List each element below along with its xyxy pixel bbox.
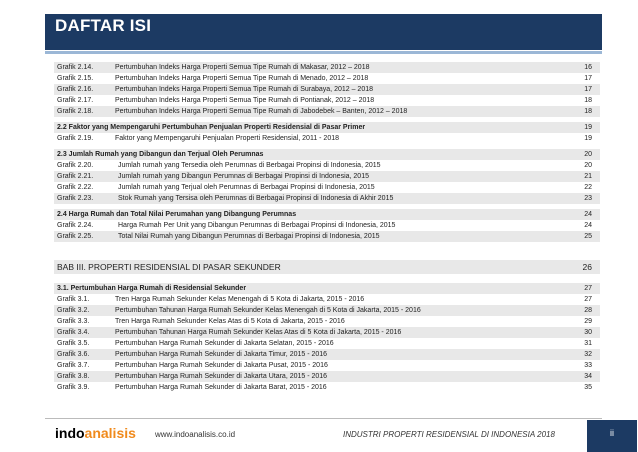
toc-section-title: 2.4 Harga Rumah dan Total Nilai Perumahan yang Dibangung Perumnas — [57, 211, 297, 218]
toc-page: 27 — [584, 296, 592, 303]
toc-page: 22 — [584, 184, 592, 191]
toc-page: 19 — [584, 135, 592, 142]
toc-code: Grafik 3.9. — [57, 384, 90, 391]
toc-title: Pertumbuhan Tahunan Harga Rumah Sekunder Kelas Atas di 5 Kota di Jakarta, 2015 - 2016 — [115, 329, 402, 336]
toc-title: Pertumbuhan Indeks Harga Properti Semua Tipe Rumah di Pontianak, 2012 – 2018 — [115, 97, 375, 104]
toc-row-grafik-3-6[interactable] — [54, 349, 600, 360]
toc-page: 19 — [584, 124, 592, 131]
toc-code: Grafik 3.3. — [57, 318, 90, 325]
toc-title: Pertumbuhan Harga Rumah Sekunder di Jakarta Pusat, 2015 - 2016 — [115, 362, 328, 369]
toc-title: Tren Harga Rumah Sekunder Kelas Atas di 5 Kota di Jakarta, 2015 - 2016 — [115, 318, 345, 325]
toc-title: Pertumbuhan Indeks Harga Properti Semua Tipe Rumah di Jabodebek – Banten, 2012 – 2018 — [115, 108, 408, 115]
toc-page: 17 — [584, 86, 592, 93]
toc-title: Pertumbuhan Harga Rumah Sekunder di Jakarta Barat, 2015 - 2016 — [115, 384, 327, 391]
toc-page: 24 — [584, 222, 592, 229]
toc-code: Grafik 2.22. — [57, 184, 94, 191]
toc-title: Jumlah rumah yang Tersedia oleh Perumnas di Berbagai Propinsi di Indonesia, 2015 — [118, 162, 381, 169]
toc-row-grafik-3-8[interactable] — [54, 371, 600, 382]
toc-row-grafik-3-1[interactable] — [54, 294, 600, 305]
toc-title: Pertumbuhan Indeks Harga Properti Semua Tipe Rumah di Makasar, 2012 – 2018 — [115, 64, 370, 71]
toc-section-title: 3.1. Pertumbuhan Harga Rumah di Residensial Sekunder — [57, 285, 247, 292]
spacer — [54, 242, 600, 260]
toc-code: Grafik 3.1. — [57, 296, 90, 303]
toc-page: 20 — [584, 162, 592, 169]
toc-title: Harga Rumah Per Unit yang Dibangun Perumnas di Berbagai Propinsi di Indonesia, 2015 — [118, 222, 396, 229]
toc-title: Pertumbuhan Indeks Harga Properti Semua Tipe Rumah di Menado, 2012 – 2018 — [115, 75, 369, 82]
toc-page: 29 — [584, 318, 592, 325]
toc-page: 28 — [584, 307, 592, 314]
toc-title: Tren Harga Rumah Sekunder Kelas Menengah di 5 Kota di Jakarta, 2015 - 2016 — [115, 296, 365, 303]
toc-code: Grafik 3.5. — [57, 340, 90, 347]
toc-code: Grafik 3.7. — [57, 362, 90, 369]
toc-title: Pertumbuhan Indeks Harga Properti Semua Tipe Rumah di Surabaya, 2012 – 2018 — [115, 86, 373, 93]
toc-title: Pertumbuhan Tahunan Harga Rumah Sekunder Kelas Menengah di 5 Kota di Jakarta, 2015 - 2016 — [115, 307, 421, 314]
toc-row-grafik-2-23[interactable] — [54, 193, 600, 204]
toc-page: 24 — [584, 211, 592, 218]
toc-row-grafik-2-22[interactable] — [54, 182, 600, 193]
page-title: DAFTAR ISI — [55, 16, 152, 35]
toc-page: 17 — [584, 75, 592, 82]
toc-title: Pertumbuhan Harga Rumah Sekunder di Jakarta Selatan, 2015 - 2016 — [115, 340, 334, 347]
toc-code: Grafik 2.19. — [57, 135, 94, 142]
toc-page: 26 — [582, 262, 592, 272]
toc-row-grafik-3-5[interactable] — [54, 338, 600, 349]
toc-page: 31 — [584, 340, 592, 347]
document-title: INDUSTRI PROPERTI RESIDENSIAL DI INDONESIA 2018 — [343, 430, 555, 439]
toc-code: Grafik 3.2. — [57, 307, 90, 314]
toc-code: Grafik 3.4. — [57, 329, 90, 336]
toc-row-grafik-2-17[interactable] — [54, 95, 600, 106]
website-link[interactable]: www.indoanalisis.co.id — [155, 430, 236, 439]
toc-row-grafik-2-24[interactable] — [54, 220, 600, 231]
toc-code: Grafik 3.6. — [57, 351, 90, 358]
toc-page: 27 — [584, 285, 592, 292]
toc-section-3-1[interactable] — [54, 283, 600, 294]
toc-code: Grafik 2.17. — [57, 97, 94, 104]
toc-page: 23 — [584, 195, 592, 202]
toc-page: 20 — [584, 151, 592, 158]
toc-code: Grafik 2.18. — [57, 108, 94, 115]
toc-page: 35 — [584, 384, 592, 391]
toc-page: 33 — [584, 362, 592, 369]
toc-section-2-4[interactable] — [54, 209, 600, 220]
toc-row-grafik-2-19[interactable] — [54, 133, 600, 144]
toc-chapter-title: BAB III. PROPERTI RESIDENSIAL DI PASAR SEKUNDER — [57, 262, 281, 272]
toc-row-grafik-3-4[interactable] — [54, 327, 600, 338]
toc-title: Pertumbuhan Harga Rumah Sekunder di Jakarta Timur, 2015 - 2016 — [115, 351, 328, 358]
footer-divider — [45, 418, 602, 419]
toc-section-title: 2.3 Jumlah Rumah yang Dibangun dan Terjual Oleh Perumnas — [57, 151, 264, 158]
toc-section-title: 2.2 Faktor yang Mempengaruhi Pertumbuhan Penjualan Properti Residensial di Pasar Primer — [57, 124, 366, 131]
toc-title: Pertumbuhan Harga Rumah Sekunder di Jakarta Utara, 2015 - 2016 — [115, 373, 328, 380]
toc-page: 18 — [584, 97, 592, 104]
toc-code: Grafik 2.16. — [57, 86, 94, 93]
toc-page: 18 — [584, 108, 592, 115]
toc-row-grafik-3-9[interactable] — [54, 382, 600, 393]
page-number: ii — [587, 420, 637, 452]
toc-code: Grafik 2.21. — [57, 173, 94, 180]
toc-page: 30 — [584, 329, 592, 336]
toc-row-grafik-2-25[interactable] — [54, 231, 600, 242]
toc-title: Faktor yang Mempengaruhi Penjualan Properti Residensial, 2011 - 2018 — [115, 135, 340, 142]
toc-title: Jumlah rumah yang Dibangun Perumnas di Berbagai Propinsi di Indonesia, 2015 — [118, 173, 369, 180]
toc-chapter-3[interactable] — [54, 260, 600, 274]
spacer — [54, 274, 600, 283]
toc-code: Grafik 2.24. — [57, 222, 94, 229]
toc-code: Grafik 2.25. — [57, 233, 94, 240]
logo-prefix: indo — [55, 425, 85, 441]
toc-code: Grafik 2.23. — [57, 195, 94, 202]
toc-row-grafik-2-14[interactable] — [54, 62, 600, 73]
toc-code: Grafik 2.15. — [57, 75, 94, 82]
toc-row-grafik-2-20[interactable] — [54, 160, 600, 171]
toc-code: Grafik 2.20. — [57, 162, 94, 169]
toc-row-grafik-2-16[interactable] — [54, 84, 600, 95]
toc-row-grafik-2-18[interactable] — [54, 106, 600, 117]
toc-page: 21 — [584, 173, 592, 180]
toc-page: 32 — [584, 351, 592, 358]
toc-section-2-2[interactable] — [54, 122, 600, 133]
toc-row-grafik-3-7[interactable] — [54, 360, 600, 371]
table-of-contents — [54, 62, 600, 393]
toc-code: Grafik 3.8. — [57, 373, 90, 380]
toc-page: 25 — [584, 233, 592, 240]
toc-title: Jumlah rumah yang Terjual oleh Perumnas di Berbagai Propinsi di Indonesia, 2015 — [118, 184, 375, 191]
toc-title: Stok Rumah yang Tersisa oleh Perumnas di Berbagai Propinsi di Indonesia di Akhir 2015 — [118, 195, 394, 202]
toc-page: 34 — [584, 373, 592, 380]
brand-logo — [55, 425, 136, 441]
logo-suffix: analisis — [84, 425, 136, 441]
toc-row-grafik-3-3[interactable] — [54, 316, 600, 327]
toc-row-grafik-2-21[interactable] — [54, 171, 600, 182]
header-underline — [45, 51, 602, 54]
toc-section-2-3[interactable] — [54, 149, 600, 160]
toc-code: Grafik 2.14. — [57, 64, 94, 71]
toc-row-grafik-2-15[interactable] — [54, 73, 600, 84]
toc-page: 16 — [584, 64, 592, 71]
toc-row-grafik-3-2[interactable] — [54, 305, 600, 316]
toc-title: Total Nilai Rumah yang Dibangun Perumnas di Berbagai Propinsi di Indonesia, 2015 — [118, 233, 380, 240]
